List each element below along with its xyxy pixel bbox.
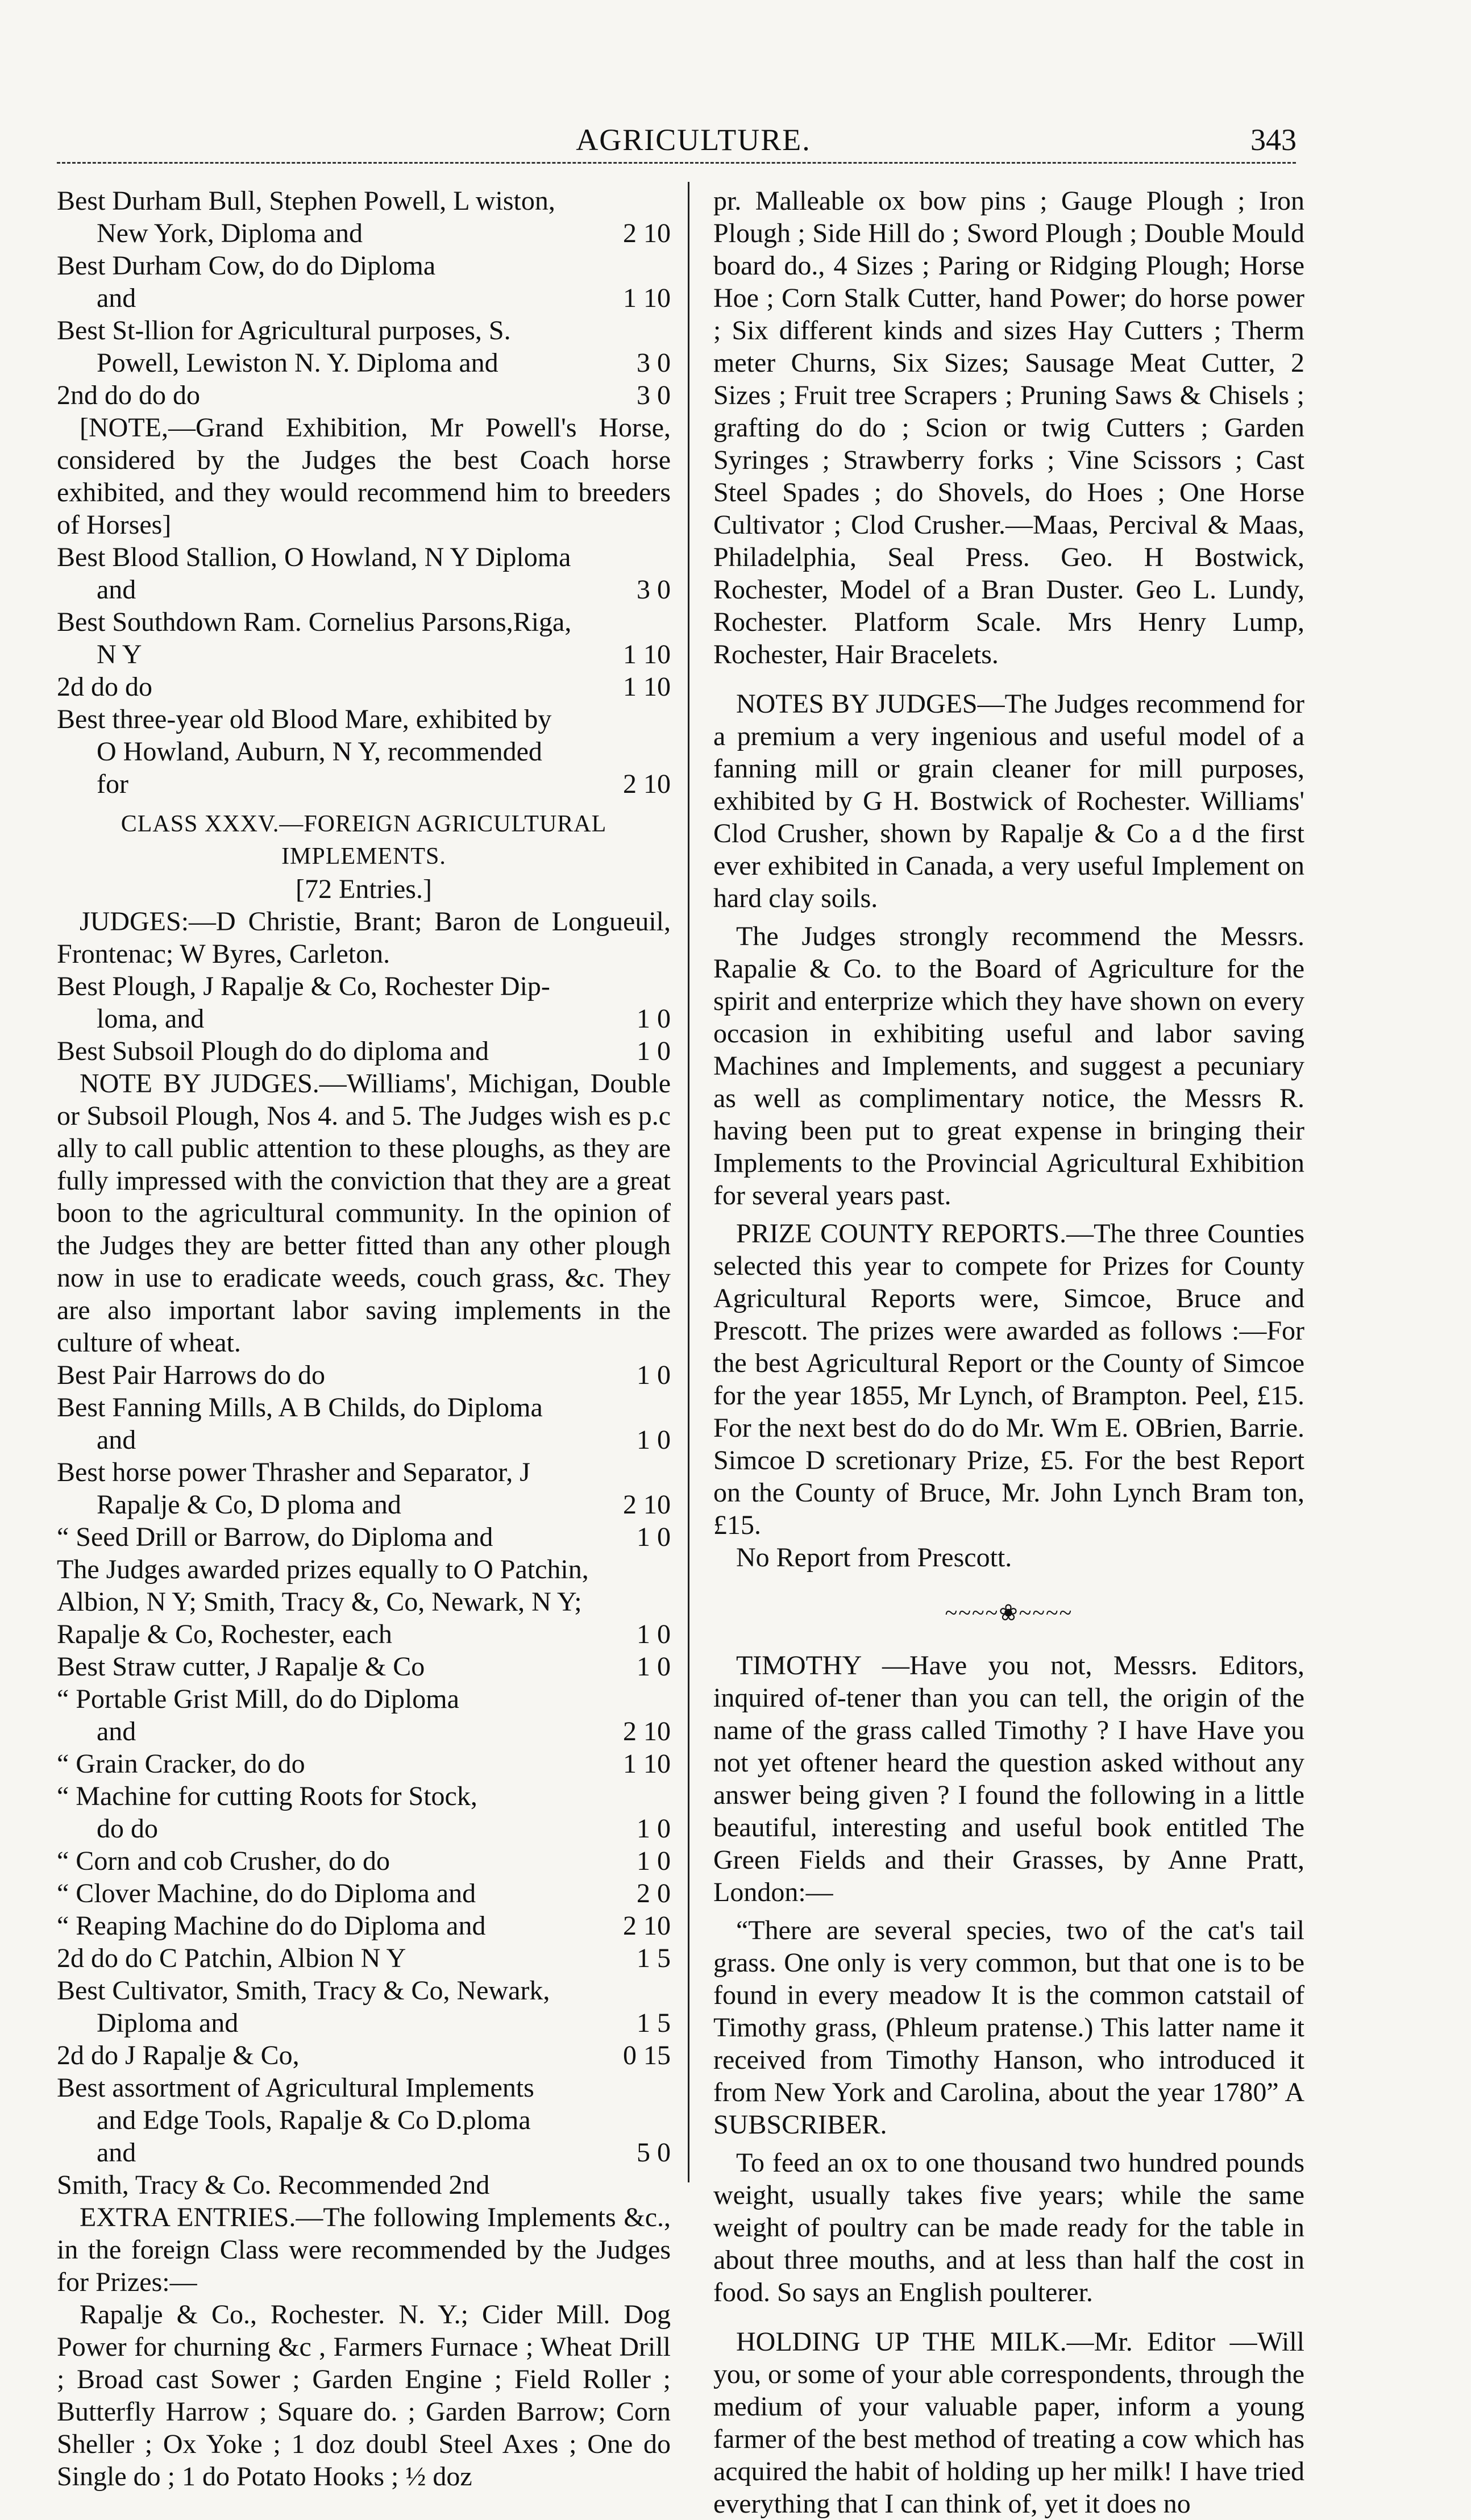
award-amount: 1 5 (637, 1943, 671, 1973)
award-text: for (97, 769, 128, 799)
award-text: Best horse power Thrasher and Separator, J (57, 1457, 530, 1487)
award-text: “ Clover Machine, do do Diploma and (57, 1878, 476, 1908)
award-text: Best Subsoil Plough do do diploma and (57, 1036, 489, 1066)
award-amount: 1 0 (637, 1360, 671, 1390)
award-line (57, 1521, 671, 1553)
award-text: “ Reaping Machine do do Diploma and (57, 1911, 486, 1941)
equal-prizes-text: The Judges awarded prizes equally to O Patchin, Albion, N Y; Smith, Tracy &, Co, Newark, N Y; Rapalje & Co, Rochester, each (57, 1554, 589, 1649)
award-text: Best Blood Stallion, O Howland, N Y Diploma (57, 542, 571, 572)
award-text: N Y (97, 639, 142, 669)
notes-by-judges: NOTES BY JUDGES—The Judges recommend for a premium a very ingenious and useful model of a fanning mill or grain cleaner for mill purposes, exhibited by G H. Bostwick of Rochester. Williams' Clod Crusher, shown by Rapalje & Co a d the first ever exhibited in Canada, a very useful Implement on hard clay soils. (713, 689, 1304, 913)
award-text: “ Machine for cutting Roots for Stock, (57, 1781, 477, 1811)
equal-prizes-entry (57, 1553, 671, 1650)
award-amount: 2 10 (623, 1716, 671, 1746)
award-line (57, 1391, 671, 1424)
note-grand-exhibition: [NOTE,—Grand Exhibition, Mr Powell's Horse, considered by the Judges the best Coach horse exhibited, and they would recommend him to breeders of Horses] (57, 413, 671, 540)
award-line (57, 735, 671, 768)
award-line (57, 379, 671, 411)
award-text: “ Grain Cracker, do do (57, 1749, 305, 1779)
judges-list: JUDGES:—D Christie, Brant; Baron de Longueuil, Frontenac; W Byres, Carleton. (57, 906, 671, 969)
header-rule (57, 162, 1296, 164)
award-text: do do (97, 1814, 158, 1844)
award-line (57, 541, 671, 573)
award-amount: 3 0 (637, 575, 671, 605)
award-line (57, 314, 671, 347)
award-text: Best Fanning Mills, A B Childs, do Diploma (57, 1392, 543, 1423)
award-amount: 1 0 (637, 1522, 671, 1552)
award-text: Best Durham Cow, do do Diploma (57, 251, 436, 281)
award-line (57, 671, 671, 703)
award-line (57, 1359, 671, 1391)
award-amount: 1 0 (637, 1814, 671, 1844)
award-amount (620, 2169, 671, 2201)
award-amount: 2 10 (623, 1490, 671, 1520)
award-line (57, 1910, 671, 1942)
award-amount: 1 0 (637, 1036, 671, 1066)
judges-note-ploughs: NOTE BY JUDGES.—Williams', Michigan, Double or Subsoil Plough, Nos 4. and 5. The Judges wish es p.c ally to call public attention to these ploughs, as they are fully impressed with the conviction that they are a great boon to the agricultural community. In the opinion of the Judges they are better fitted than any other plough now in use to eradicate weeds, couch grass, &c. They are also important labor saving implements in the culture of wheat. (57, 1068, 671, 1358)
award-text: Best assortment of Agricultural Implements (57, 2073, 534, 2103)
implement-awards (57, 1359, 671, 1553)
award-line (57, 347, 671, 379)
page-header (0, 0, 1471, 171)
award-line (57, 1035, 671, 1067)
award-text: loma, and (97, 1004, 205, 1034)
ornament-divider: ~~~~❀~~~~ (945, 1600, 1073, 1625)
award-line (57, 1650, 671, 1683)
award-text: and (97, 2138, 136, 2168)
award-text: 2d do J Rapalje & Co, (57, 2040, 300, 2070)
award-text: Best Pair Harrows do do (57, 1360, 325, 1390)
award-text: and Edge Tools, Rapalje & Co D.ploma (97, 2105, 531, 2135)
award-line (57, 703, 671, 735)
award-line (57, 1812, 671, 1845)
extra-entries: EXTRA ENTRIES.—The following Implements &c., in the foreign Class were recommended by the Judges for Prizes:— (57, 2202, 671, 2297)
award-line (57, 2169, 671, 2201)
timothy-quote: “There are several species, two of the cat's tail grass. One only is very common, but that one is to be found in every meadow It is the common catstail of Timothy grass, (Phleum pratense.) This latter name it received from Timothy Hanson, who introduced it from New York and Carolina, about the year 1780” A SUBSCRIBER. (713, 1915, 1304, 2140)
award-text: and (97, 1716, 136, 1746)
award-text: Best Plough, J Rapalje & Co, Rochester Dip- (57, 971, 550, 1001)
award-amount: 1 10 (623, 283, 671, 313)
award-amount (620, 735, 671, 768)
holding-up-milk: HOLDING UP THE MILK.—Mr. Editor —Will you, or some of your able correspondents, through the medium of your valuable paper, inform a young farmer of the best method of treating a cow which has acquired the habit of holding up her milk! I have tried everything that I can think of, yet it does no (713, 2327, 1304, 2519)
award-amount (620, 314, 671, 347)
award-amount: 3 0 (637, 380, 671, 410)
award-text: and (97, 1425, 136, 1455)
left-column (57, 185, 671, 2493)
award-line (57, 573, 671, 606)
award-amount (620, 1391, 671, 1424)
plough-awards (57, 970, 671, 1067)
award-line (57, 1715, 671, 1748)
award-line (57, 217, 671, 249)
no-report-prescott: No Report from Prescott. (736, 1542, 1012, 1573)
award-line (57, 282, 671, 314)
implement-awards-2 (57, 1650, 671, 2201)
column-divider (688, 182, 689, 2182)
award-text: Best Cultivator, Smith, Tracy & Co, Newark, (57, 1976, 550, 2006)
award-amount: 2 0 (637, 1878, 671, 1908)
livestock-awards (57, 185, 671, 411)
award-amount: 2 10 (623, 1911, 671, 1941)
award-text: “ Seed Drill or Barrow, do Diploma and (57, 1522, 493, 1552)
award-line (57, 638, 671, 671)
award-amount: 1 10 (623, 672, 671, 702)
award-amount: 3 0 (637, 348, 671, 378)
award-line (57, 1424, 671, 1456)
timothy-article: TIMOTHY —Have you not, Messrs. Editors, inquired of-tener than you can tell, the origin of the name of the grass called Timothy ? I have Have you not yet oftener heard the question asked without any answer being given ? I found the following in a little beautiful, interesting and useful book entitled The Green Fields and their Grasses, by Anne Pratt, London:— (713, 1650, 1304, 1907)
award-amount (620, 1456, 671, 1488)
award-line (57, 1748, 671, 1780)
running-title: AGRICULTURE. (576, 123, 811, 157)
award-text: Best Southdown Ram. Cornelius Parsons,Riga, (57, 607, 572, 637)
award-amount: 1 10 (623, 639, 671, 669)
award-amount: 5 0 (637, 2138, 671, 2168)
award-text: Best Straw cutter, J Rapalje & Co (57, 1652, 425, 1682)
award-text: and (97, 575, 136, 605)
extra-entries-list: Rapalje & Co., Rochester. N. Y.; Cider Mill. Dog Power for churning &c , Farmers Furnace ; Wheat Drill ; Broad cast Sower ; Garden Engine ; Field Roller ; Butterfly Harrow ; Square do. ; Garden Barrow; Corn Sheller ; Ox Yoke ; 1 doz doubl Steel Axes ; One do Single do ; 1 do Potato Hooks ; ½ doz (57, 2299, 671, 2492)
award-text: 2d do do (57, 672, 152, 702)
award-amount (620, 1974, 671, 2007)
award-line (57, 2104, 671, 2136)
award-line (57, 185, 671, 217)
award-amount (620, 249, 671, 282)
award-line (57, 768, 671, 800)
award-amount (620, 970, 671, 1003)
award-amount (620, 541, 671, 573)
award-amount: 2 10 (623, 769, 671, 799)
award-text: New York, Diploma and (97, 218, 363, 248)
award-line (57, 2007, 671, 2039)
page-number: 343 (1250, 123, 1297, 157)
award-text: Best Durham Bull, Stephen Powell, L wiston, (57, 186, 555, 216)
ox-poultry-note: To feed an ox to one thousand two hundred pounds weight, usually takes five years; while the same weight of poultry can be made ready for the table in about three mouths, and at less than half the cost in food. So says an English poulterer. (713, 2148, 1304, 2307)
award-amount (620, 2072, 671, 2104)
award-amount: 1 5 (637, 2008, 671, 2038)
award-text: and (97, 283, 136, 313)
award-line (57, 2039, 671, 2072)
award-line (57, 1456, 671, 1488)
award-line (57, 2072, 671, 2104)
award-line (57, 606, 671, 638)
award-amount (620, 185, 671, 217)
award-amount: 1 0 (637, 1425, 671, 1455)
right-column (713, 185, 1304, 2520)
award-text: 2d do do C Patchin, Albion N Y (57, 1943, 406, 1973)
award-text: “ Corn and cob Crusher, do do (57, 1846, 390, 1876)
implement-list-continued: pr. Malleable ox bow pins ; Gauge Plough ; Iron Plough ; Side Hill do ; Sword Plough ; Double Mould board do., 4 Sizes ; Paring or Ridging Plough; Horse Hoe ; Corn Stalk Cutter, hand Power; do horse power ; Six different kinds and sizes Hay Cutters ; Therm meter Churns, Six Sizes; Sausage Meat Cutter, 2 Sizes ; Fruit tree Scrapers ; Pruning Saws & Chisels ; grafting do do ; Scion or twig Cutters ; Garden Syringes ; Strawberry forks ; Vine Scissors ; Cast Steel Spades ; do Shovels, do Hoes ; One Horse Cultivator ; Clod Crusher.—Maas, Percival & Maas, Philadelphia, Seal Press. Geo. H Bostwick, Rochester, Model of a Bran Duster. Geo L. Lundy, Rochester. Platform Scale. Mrs Henry Lump, Rochester, Hair Bracelets. (713, 186, 1304, 669)
award-text: Diploma and (97, 2008, 239, 2038)
award-amount: 0 15 (623, 2040, 671, 2070)
rapalje-recommendation: The Judges strongly recommend the Messrs. Rapalie & Co. to the Board of Agriculture for the spirit and enterprize which they have shown on every occasion in exhibiting useful and labor saving Machines and Implements, and suggest a pecuniary as well as complimentary notice, the Messrs R. having been put to great expense in bringing their Implements to the Provincial Agricultural Exhibition for several years past. (713, 921, 1304, 1211)
award-line (57, 1942, 671, 1974)
award-amount (620, 1683, 671, 1715)
livestock-awards-2 (57, 541, 671, 800)
award-amount (620, 703, 671, 735)
award-text: Rapalje & Co, D ploma and (97, 1490, 401, 1520)
award-amount: 1 10 (623, 1749, 671, 1779)
award-line (57, 1845, 671, 1877)
award-text: Best three-year old Blood Mare, exhibited by (57, 704, 552, 734)
award-text: Powell, Lewiston N. Y. Diploma and (97, 348, 498, 378)
award-line (57, 970, 671, 1003)
award-line (57, 1974, 671, 2007)
award-line (57, 1683, 671, 1715)
award-text: “ Portable Grist Mill, do do Diploma (57, 1684, 459, 1714)
class-heading: CLASS XXXV.—FOREIGN AGRICULTURAL IMPLEMENTS. (120, 811, 607, 870)
award-amount: 1 0 (637, 1004, 671, 1034)
award-amount (620, 2104, 671, 2136)
entries-count: [72 Entries.] (296, 874, 432, 904)
award-amount: 1 0 (637, 1652, 671, 1682)
equal-prizes-amount: 1 0 (637, 1619, 671, 1649)
award-line (57, 1780, 671, 1812)
award-amount (620, 1780, 671, 1812)
award-text: Best St-llion for Agricultural purposes, S. (57, 315, 511, 346)
award-amount: 2 10 (623, 218, 671, 248)
award-text: 2nd do do do (57, 380, 200, 410)
award-line (57, 2136, 671, 2169)
award-line (57, 1877, 671, 1910)
award-text: O Howland, Auburn, N Y, recommended (97, 737, 542, 767)
award-amount (620, 606, 671, 638)
award-amount: 1 0 (637, 1846, 671, 1876)
award-text: Smith, Tracy & Co. Recommended 2nd (57, 2170, 490, 2200)
prize-county-reports: PRIZE COUNTY REPORTS.—The three Counties selected this year to compete for Prizes for County Agricultural Reports were, Simcoe, Bruce and Prescott. The prizes were awarded as follows :—For the best Agricultural Report or the County of Simcoe for the year 1855, Mr Lynch, of Brampton. Peel, £15. For the next best do do do Mr. Wm E. OBrien, Barrie. Simcoe D scretionary Prize, £5. For the best Report on the County of Bruce, Mr. John Lynch Bram ton, £15. (713, 1219, 1304, 1540)
award-line (57, 249, 671, 282)
award-line (57, 1488, 671, 1521)
award-line (57, 1003, 671, 1035)
